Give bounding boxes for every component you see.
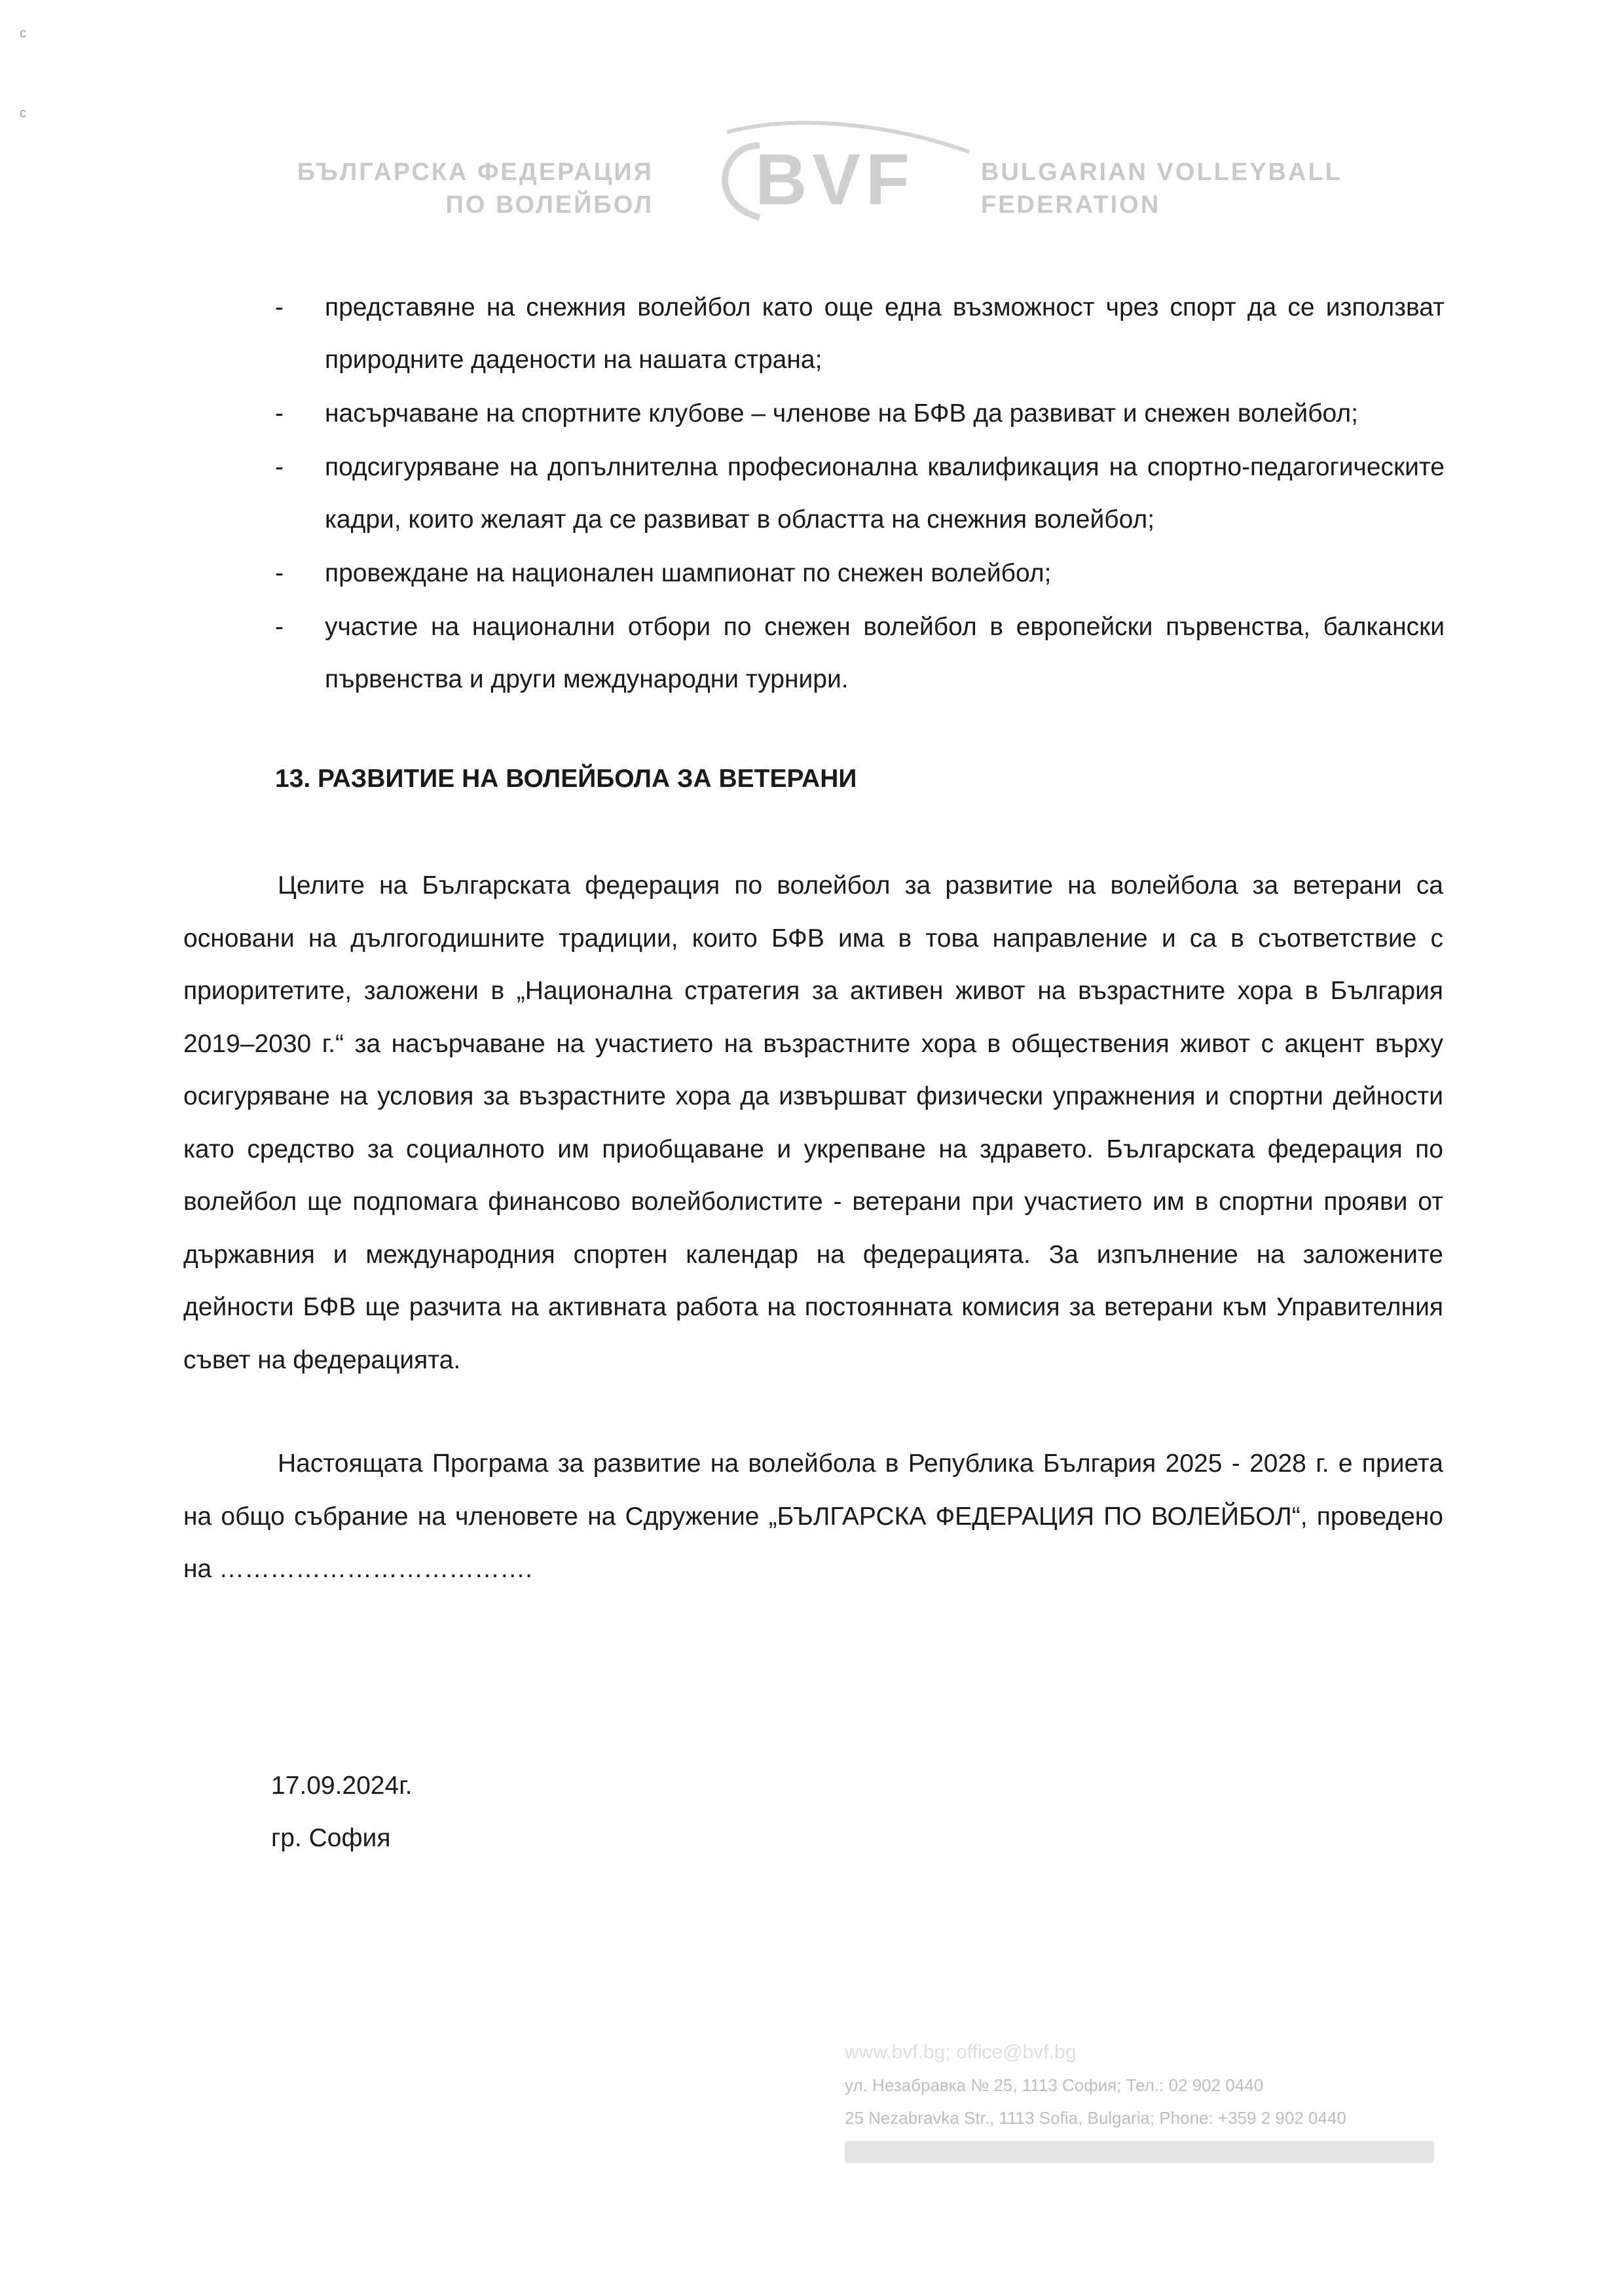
bullet-text: участие на национални отбори по снежен волейбол в европейски първенства, балкански първенства и други международни турнири. — [325, 613, 1445, 693]
document-city: гр. София — [271, 1824, 391, 1852]
list-item — [272, 601, 1445, 706]
margin-mark: c — [20, 26, 26, 41]
letterhead-bg-line2: ПО ВОЛЕЙБОЛ — [445, 191, 654, 219]
footer-blurred-line — [845, 2141, 1434, 2163]
bullet-dash: - — [275, 399, 284, 428]
document-date: 17.09.2024г. — [271, 1772, 413, 1800]
bullet-list — [272, 282, 1445, 707]
letterhead-footer — [845, 2036, 1460, 2163]
bullet-text: насърчаване на спортните клубове – членове на БФВ да развиват и снежен волейбол; — [325, 399, 1358, 428]
footer-address-bg: ул. Незабравка № 25, 1113 София; Тел.: 02 902 0440 — [845, 2075, 1264, 2095]
section-heading: 13. РАЗВИТИЕ НА ВОЛЕЙБОЛА ЗА ВЕТЕРАНИ — [275, 765, 857, 793]
bullet-dash: - — [275, 559, 284, 587]
bullet-text: провеждане на национален шампионат по снежен волейбол; — [325, 559, 1052, 587]
bullet-dash: - — [275, 293, 284, 321]
bullet-dash: - — [275, 453, 284, 481]
letterhead-en — [981, 156, 1342, 221]
logo-text: BVF — [755, 139, 915, 220]
margin-mark: c — [20, 106, 26, 120]
footer-web: www.bvf.bg; office@bvf.bg — [845, 2041, 1077, 2063]
bvf-logo — [681, 119, 976, 224]
list-item — [272, 547, 1445, 600]
bullet-text: представяне на снежния волейбол като още една възможност чрез спорт да се използват природните дадености на нашата страна; — [325, 293, 1445, 374]
list-item — [272, 441, 1445, 546]
paragraph-adoption: Настоящата Програма за развитие на волейбола в Република България 2025 - 2028 г. е приета на общо събрание на членовете на Сдружение „БЪЛГАРСКА ФЕДЕРАЦИЯ ПО ВОЛЕЙБОЛ“, проведено на ………………………………. — [183, 1449, 1443, 1583]
footer-address-en: 25 Nezabravka Str., 1113 Sofia, Bulgaria; Phone: +359 2 902 0440 — [845, 2108, 1346, 2128]
letterhead-en-line2: FEDERATION — [981, 191, 1161, 219]
paragraph-veterans: Целите на Българската федерация по волейбол за развитие на волейбола за ветерани са основани на дългогодишните традиции, които БФВ има в това направление и са в съответствие с приоритетите, заложени в „Национална стратегия за активен живот на възрастните хора в България 2019–2030 г.“ за насърчаване на участието на възрастните хора в обществения живот с акцент върху осигуряване на условия за възрастните хора да извършват физически упражнения и спортни дейности като средство за социалното им приобщаване и укрепване на здравето. Българската федерация по волейбол ще подпомага финансово волейболистите - ветерани при участието им в спортни прояви от държавния и международния спортен календар на федерацията. За изпълнение на заложените дейности БФВ ще разчита на активната работа на постоянната комисия за ветерани към Управителния съвет на федерацията. — [183, 871, 1443, 1374]
letterhead-bg-line1: БЪЛГАРСКА ФЕДЕРАЦИЯ — [297, 158, 654, 186]
bullet-text: подсигуряване на допълнителна професионална квалификация на спортно-педагогическите кадри, които желаят да се развиват в областта на снежния волейбол; — [325, 453, 1445, 534]
letterhead-en-line1: BULGARIAN VOLLEYBALL — [981, 158, 1342, 186]
list-item — [272, 282, 1445, 386]
letterhead-bg — [297, 156, 654, 221]
list-item — [272, 388, 1445, 440]
bullet-dash: - — [275, 613, 284, 641]
